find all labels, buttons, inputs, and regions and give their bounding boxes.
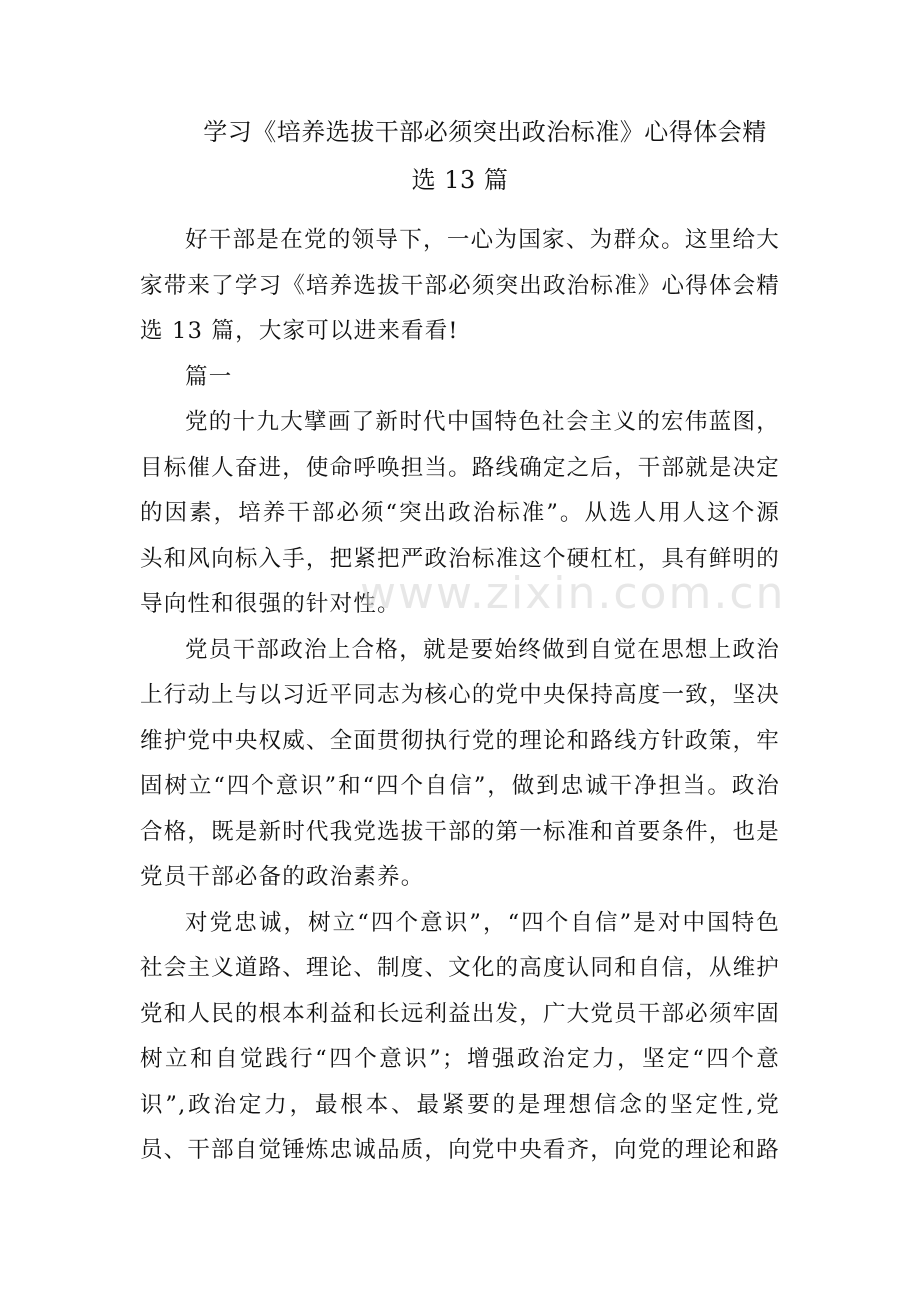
body-paragraph: 党员干部政治上合格，就是要始终做到自觉在思想上政治上行动上与以习近平同志为核心的党中央保持高度一致，坚决维护党中央权威、全面贯彻执行党的理论和路线方针政策，牢固树立“四个意识”和“四个自信”，做到忠诚干净担当。政治合格，既是新时代我党选拔干部的第一标准和首要条件，也是党员干部必备的政治素养。 [140, 636, 780, 890]
body-paragraph: 党的十九大擘画了新时代中国特色社会主义的宏伟蓝图，目标催人奋进，使命呼唤担当。路线确定之后，干部就是决定的因素，培养干部必须“突出政治标准”。从选人用人这个源头和风向标入手，把紧把严政治标准这个硬杠杠，具有鲜明的导向性和很强的针对性。 [140, 409, 780, 617]
site-watermark: www.zixin.com.cn [360, 568, 786, 619]
title-line-2: 选 13 篇 [411, 166, 509, 194]
intro-paragraph: 好干部是在党的领导下，一心为国家、为群众。这里给大家带来了学习《培养选拔干部必须突出政治标准》心得体会精选 13 篇，大家可以进来看看! [140, 227, 780, 344]
section-heading: 篇一 [185, 363, 233, 390]
title-line-1: 学习《培养选拔干部必须突出政治标准》心得体会精 [203, 118, 767, 146]
document-title [140, 108, 780, 204]
body-paragraph: 对党忠诚，树立“四个意识”，“四个自信”是对中国特色社会主义道路、理论、制度、文化的高度认同和自信，从维护党和人民的根本利益和长远利益出发，广大党员干部必须牢固树立和自觉践行“四个意识”；增强政治定力，坚定“四个意识”,政治定力，最根本、最紧要的是理想信念的坚定性,党员、干部自觉锤炼忠诚品质，向党中央看齐，向党的理论和路 [140, 909, 780, 1163]
document-body [140, 218, 780, 1174]
